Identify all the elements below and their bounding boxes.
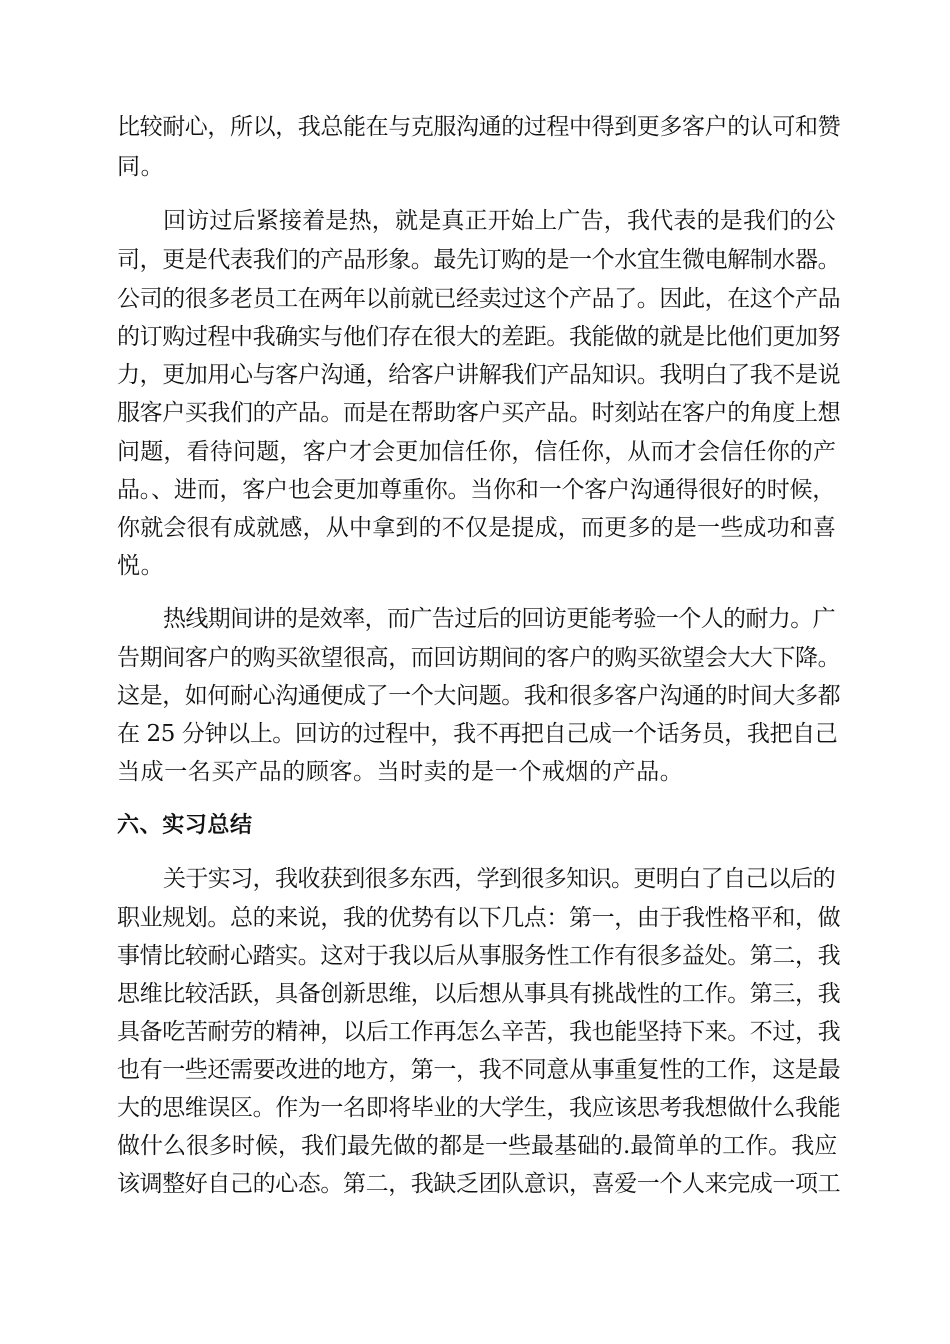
paragraph-2-line-2: 司，更是代表我们的产品形象。最先订购的是一个水宜生微电解制水器。 (117, 247, 841, 273)
paragraph-3-line-1: 热线期间讲的是效率，而广告过后的回访更能考验一个人的耐力。广 (163, 606, 836, 632)
paragraph-2-line-9: 你就会很有成就感，从中拿到的不仅是提成，而更多的是一些成功和喜 (117, 515, 837, 541)
paragraph-4-line-7: 大的思维误区。作为一名即将毕业的大学生，我应该思考我想做什么我能 (117, 1095, 841, 1121)
paragraph-3-line-4: 在 25 分钟以上。回访的过程中，我不再把自己成一个话务员，我把自己 (117, 721, 838, 747)
paragraph-2-line-3: 公司的很多老员工在两年以前就已经卖过这个产品了。因此，在这个产品 (117, 286, 841, 312)
paragraph-4-line-8: 做什么很多时候，我们最先做的都是一些最基础的.最简单的工作。我应 (117, 1133, 838, 1159)
paragraph-4-line-3: 事情比较耐心踏实。这对于我以后从事服务性工作有很多益处。第二，我 (117, 943, 841, 969)
section-heading: 六、实习总结 (117, 813, 253, 838)
paragraph-3-line-3: 这是，如何耐心沟通便成了一个大问题。我和很多客户沟通的时间大多都 (117, 683, 841, 709)
paragraph-1-line-2: 同。 (117, 154, 165, 180)
paragraph-4-line-9: 该调整好自己的心态。第二，我缺乏团队意识，喜爱一个人来完成一项工 (117, 1171, 841, 1197)
paragraph-3-line-2: 告期间客户的购买欲望很高，而回访期间的客户的购买欲望会大大下降。 (117, 645, 841, 671)
paragraph-1-line-1: 比较耐心，所以，我总能在与克服沟通的过程中得到更多客户的认可和赞 (117, 114, 841, 140)
paragraph-2-line-1: 回访过后紧接着是热，就是真正开始上广告，我代表的是我们的公 (163, 208, 836, 234)
paragraph-4-line-2: 职业规划。总的来说，我的优势有以下几点：第一，由于我性格平和，做 (117, 905, 841, 931)
paragraph-3-line-5: 当成一名买产品的顾客。当时卖的是一个戒烟的产品。 (117, 759, 684, 785)
paragraph-2-line-10: 悦。 (117, 553, 165, 579)
paragraph-4-line-1: 关于实习，我收获到很多东西，学到很多知识。更明白了自己以后的 (163, 866, 836, 892)
paragraph-4-line-6: 也有一些还需要改进的地方，第一，我不同意从事重复性的工作，这是最 (117, 1057, 841, 1083)
paragraph-2-line-7: 问题，看待问题，客户才会更加信任你，信任你，从而才会信任你的产 (117, 439, 837, 465)
paragraph-2-line-4: 的订购过程中我确实与他们存在很大的差距。我能做的就是比他们更加努 (117, 324, 841, 350)
paragraph-4-line-5: 具备吃苦耐劳的精神，以后工作再怎么辛苦，我也能坚持下来。不过，我 (117, 1019, 841, 1045)
paragraph-2-line-6: 服客户买我们的产品。而是在帮助客户买产品。时刻站在客户的角度上想 (117, 400, 841, 426)
paragraph-4-line-4: 思维比较活跃，具备创新思维，以后想从事具有挑战性的工作。第三，我 (117, 981, 841, 1007)
paragraph-2-line-8: 品。、进而，客户也会更加尊重你。当你和一个客户沟通得很好的时候， (117, 477, 836, 503)
paragraph-2-line-5: 力，更加用心与客户沟通，给客户讲解我们产品知识。我明白了我不是说 (117, 362, 841, 388)
